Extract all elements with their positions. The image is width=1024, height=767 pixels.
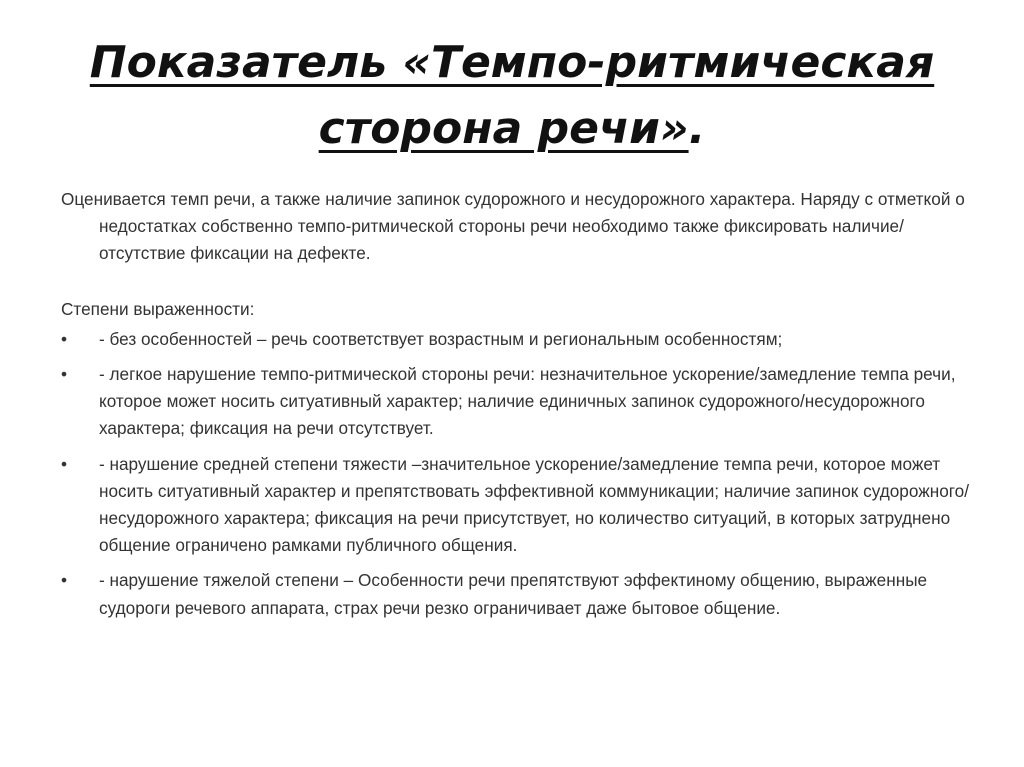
bullet-icon: • <box>61 328 68 349</box>
slide-title-line-2: сторона речи» <box>318 103 689 154</box>
levels-list <box>61 326 971 622</box>
level-text: - без особенностей – речь соответствует возрастным и региональным особенностям; <box>99 328 783 349</box>
levels-heading: Степени выраженности: <box>61 298 255 319</box>
bullet-icon: • <box>61 570 68 591</box>
slide-title-line-1: Показатель «Темпо-ритмическая <box>89 37 935 88</box>
level-item-none <box>61 326 971 353</box>
slide-title <box>60 30 964 162</box>
level-text: - легкое нарушение темпо-ритмической стороны речи: незначительное ускорение/замедление темпа речи, которое может носить ситуативный характер; наличие единичных запинок судорожного/несудорожного характера; фиксация на речи отсутствует. <box>99 364 956 439</box>
intro-paragraph: Оценивается темп речи, а также наличие запинок судорожного и несудорожного характера. Наряду с отметкой о недостатках собственно темпо-ритмической стороны речи необходимо также фиксировать наличие/отсутствие фиксации на дефекте. <box>61 189 965 264</box>
slide-title-end: . <box>688 103 706 154</box>
slide-body <box>61 186 971 630</box>
level-text: - нарушение средней степени тяжести –значительное ускорение/замедление темпа речи, которое может носить ситуативный характер и препятствовать эффективной коммуникации; наличие запинок судорожного/несудорожного характера; фиксация на речи присутствует, но количество ситуаций, в которых затруднено общение ограничено рамками публичного общения. <box>99 453 970 556</box>
bullet-icon: • <box>61 453 68 474</box>
bullet-icon: • <box>61 364 68 385</box>
level-item-severe <box>61 567 971 621</box>
level-item-moderate <box>61 451 971 560</box>
level-item-mild <box>61 361 971 443</box>
level-text: - нарушение тяжелой степени – Особенности речи препятствуют эффектиному общению, выраженные судороги речевого аппарата, страх речи резко ограничивает даже бытовое общение. <box>99 570 928 618</box>
